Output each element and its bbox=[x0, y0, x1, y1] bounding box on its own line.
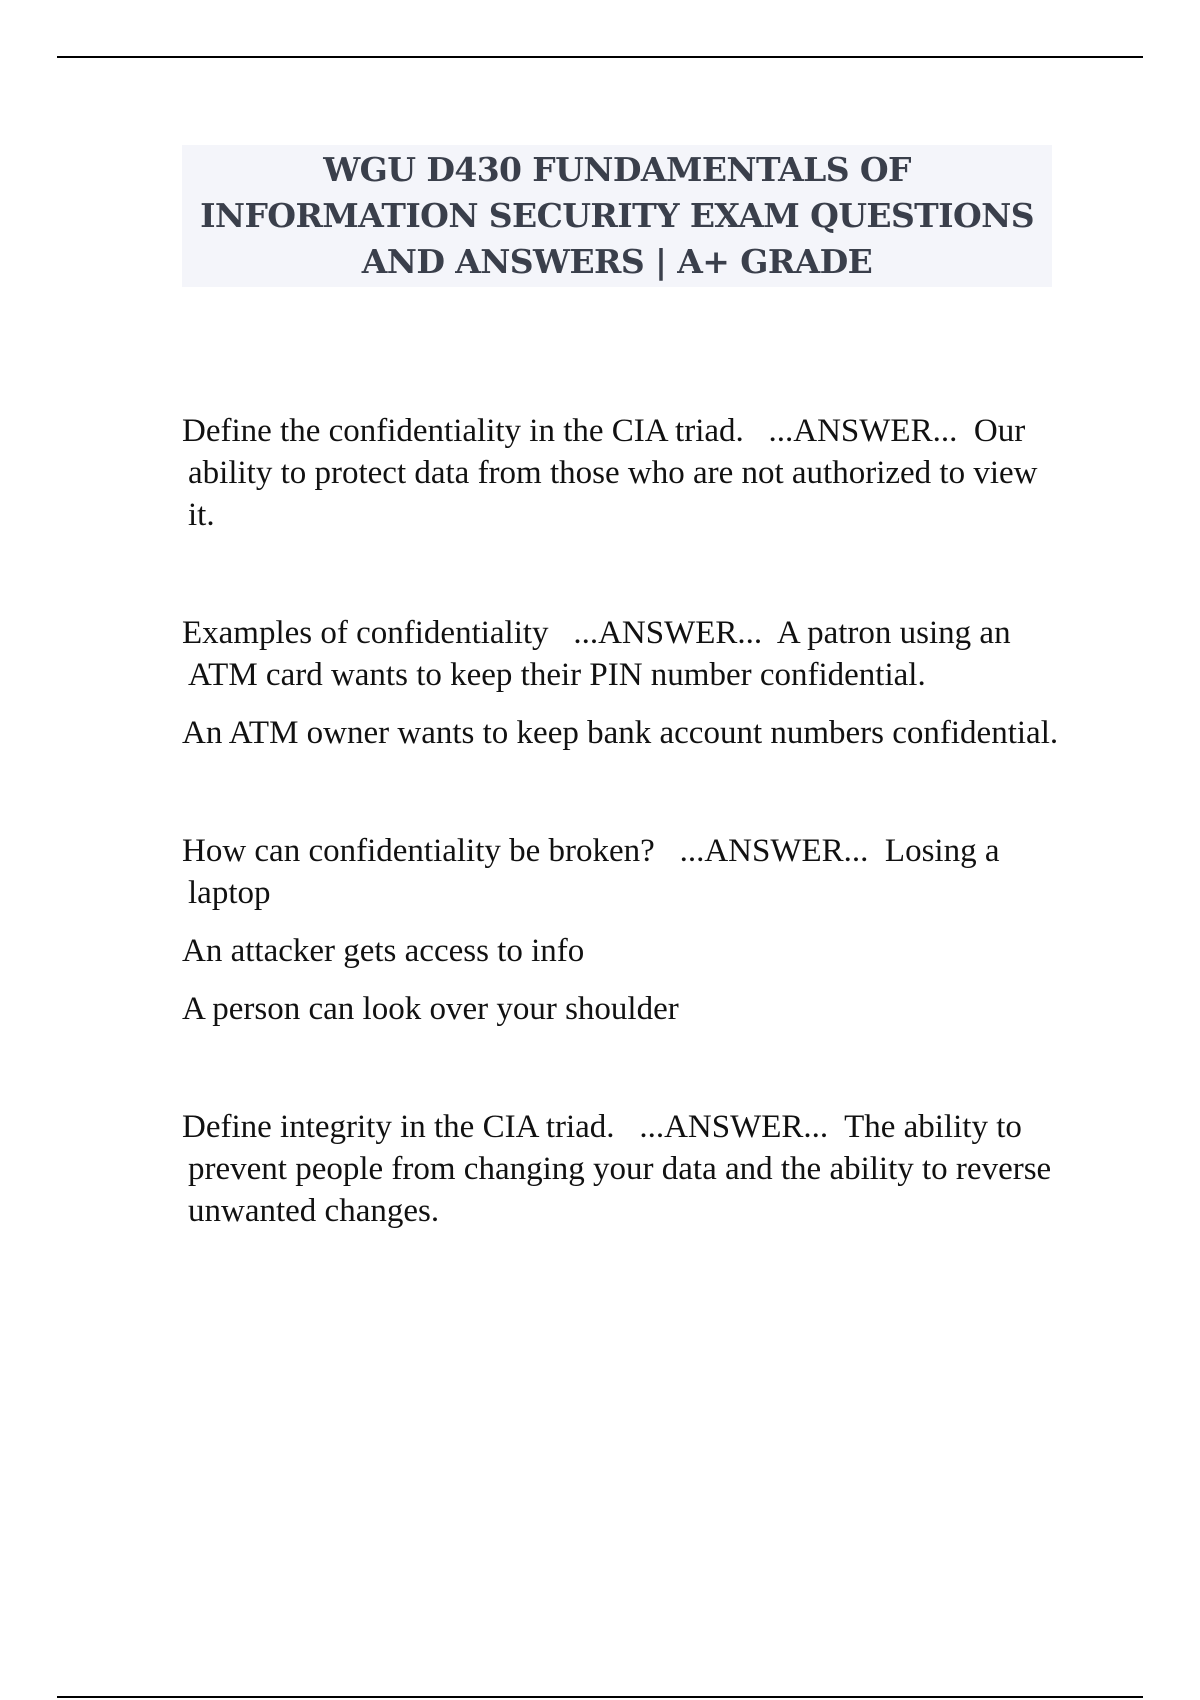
qa-entry bbox=[182, 1106, 1062, 1232]
answer-text: The ability to prevent people from changing your data and the ability to reverse unwanted changes. bbox=[188, 1109, 1052, 1229]
answer-marker: ...ANSWER... bbox=[639, 1109, 829, 1145]
answer-line: An attacker gets access to info bbox=[182, 933, 585, 969]
question-text: How can confidentiality be broken? bbox=[182, 833, 655, 869]
answer-marker: ...ANSWER... bbox=[768, 413, 958, 449]
qa-entry bbox=[182, 410, 1062, 536]
question-text: Examples of confidentiality bbox=[182, 615, 549, 651]
qa-item bbox=[182, 410, 1062, 536]
top-rule bbox=[57, 56, 1143, 58]
answer-line: An ATM owner wants to keep bank account numbers confidential. bbox=[182, 715, 1059, 751]
question-text: Define the confidentiality in the CIA triad. bbox=[182, 413, 744, 449]
bottom-rule bbox=[57, 1696, 1143, 1698]
question-text: Define integrity in the CIA triad. bbox=[182, 1109, 615, 1145]
title-banner bbox=[182, 145, 1052, 287]
answer-line: A person can look over your shoulder bbox=[182, 991, 679, 1027]
qa-item bbox=[182, 830, 1062, 1030]
qa-entry bbox=[182, 830, 1062, 914]
qa-list bbox=[182, 410, 1062, 1232]
answer-text: Losing a laptop bbox=[188, 833, 1000, 911]
document-title: WGU D430 FUNDAMENTALS OF INFORMATION SECURITY EXAM QUESTIONS AND ANSWERS | A+ GRADE bbox=[200, 150, 1034, 281]
qa-entry bbox=[182, 612, 1062, 696]
qa-item bbox=[182, 612, 1062, 754]
answer-marker: ...ANSWER... bbox=[573, 615, 763, 651]
qa-item bbox=[182, 1106, 1062, 1232]
answer-text: A patron using an ATM card wants to keep their PIN number confidential. bbox=[188, 615, 1011, 693]
answer-text: Our ability to protect data from those who are not authorized to view it. bbox=[188, 413, 1038, 533]
answer-marker: ...ANSWER... bbox=[679, 833, 869, 869]
